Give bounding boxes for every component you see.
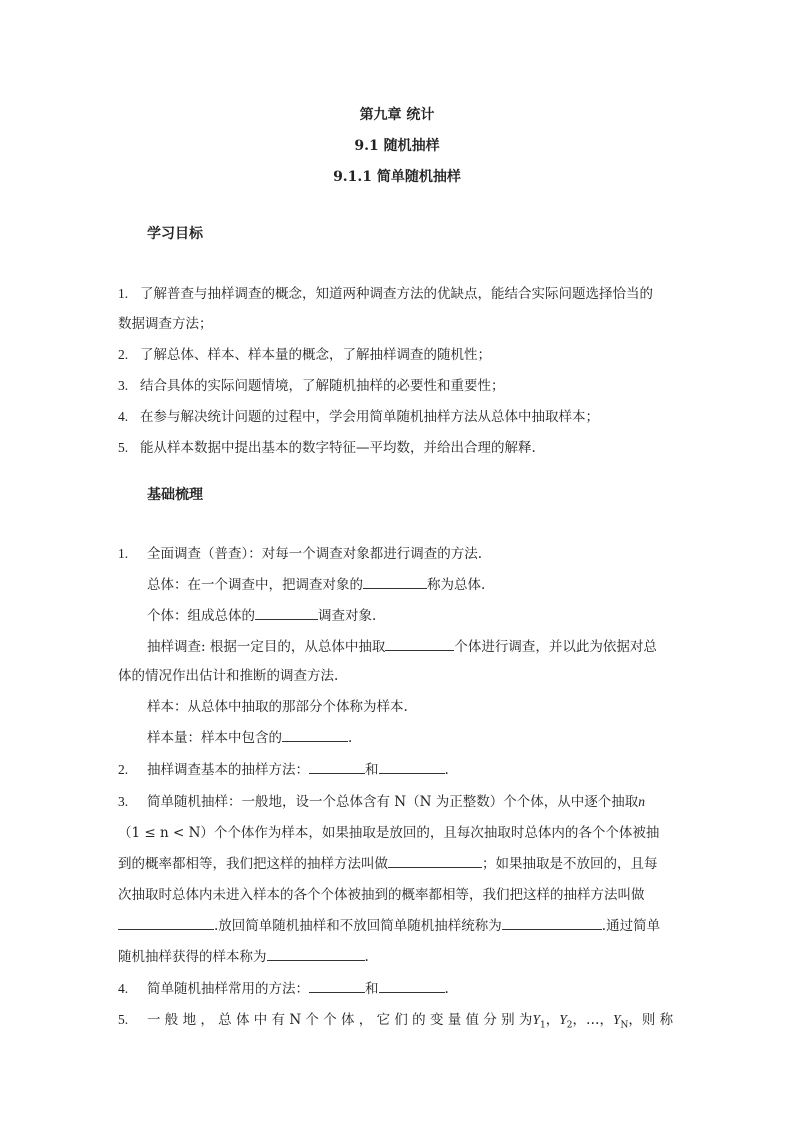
srs-text-6: 随机抽样获得的样本称为 [118, 949, 267, 965]
population-text-b: 称为总体. [427, 577, 486, 593]
population-line [147, 573, 485, 593]
sampling-line-cont: 体的情况作出估计和推断的调查方法. [118, 668, 339, 684]
basic-num: 2. [118, 762, 129, 777]
individual-line [147, 604, 376, 624]
blank-field [282, 729, 348, 742]
blank-field [118, 917, 214, 930]
individual-text-a: 个体：组成总体的 [147, 608, 255, 624]
goal-text: 能从样本数据中提出基本的数字特征—平均数，并给出合理的解释. [140, 440, 536, 456]
blank-field [502, 917, 602, 930]
sampling-line [147, 635, 657, 655]
sample-size-line [147, 726, 352, 746]
goal-text: 了解普查与抽样调查的概念，知道两种调查方法的优缺点，能结合实际问题选择恰当的 [140, 286, 653, 302]
srs-text-1: 简单随机抽样：一般地，设一个总体含有 N（N 为正整数）个个体，从中逐个抽取 [147, 794, 639, 810]
common-methods-text: 简单随机抽样常用的方法： [147, 981, 309, 997]
blank-field [388, 855, 482, 868]
basic-item-2 [118, 758, 449, 778]
methods-text: 抽样调查基本的抽样方法： [147, 762, 309, 778]
goal-item-5 [118, 436, 536, 456]
sampling-text-b: 个体进行调查，并以此为依据对总 [454, 639, 657, 655]
srs-line-4: 次抽取时总体内未进入样本的各个个体被抽到的概率都相等，我们把这样的抽样方法叫做 [118, 887, 645, 903]
sub-n: N [620, 1020, 629, 1031]
goal-num: 2. [118, 347, 129, 362]
basic-num: 1. [118, 546, 129, 561]
sub-2: 2 [566, 1020, 573, 1031]
var-y: Y [559, 1012, 567, 1027]
mean-tail: ，则 称 [628, 1012, 674, 1028]
goal-item-3 [118, 374, 505, 394]
individual-text-b: 调查对象. [318, 608, 377, 624]
and-text: 和 [365, 981, 379, 997]
basics-heading: 基础梳理 [147, 487, 203, 503]
basic-num: 4. [118, 981, 129, 996]
goal-item-1-cont: 数据调查方法； [118, 316, 213, 332]
goal-num: 3. [118, 378, 129, 393]
srs-text-3b: ；如果抽取是不放回的，且每 [482, 856, 658, 872]
goal-num: 4. [118, 409, 129, 424]
goal-item-4 [118, 405, 599, 425]
blank-field [363, 576, 427, 589]
srs-line-5 [118, 914, 660, 934]
srs-line-2: （1 ≤ n < N）个个体作为样本，如果抽取是放回的，且每次抽取时总体内的各个个体被抽 [118, 825, 660, 841]
ellipsis: … [585, 1012, 600, 1028]
chapter-title: 第九章 统计 [359, 107, 435, 123]
srs-text-5b: .通过简单 [601, 918, 661, 934]
basic-num: 3. [118, 794, 129, 809]
sample-line: 样本：从总体中抽取的那部分个体称为样本. [147, 699, 408, 715]
var-n: n [638, 794, 645, 809]
var-y: Y [612, 1012, 621, 1027]
goal-item-2 [118, 343, 491, 363]
and-text: 和 [365, 762, 379, 778]
srs-line-6 [118, 945, 369, 965]
sub-1: 1 [539, 1020, 546, 1031]
sampling-text-a: 抽样调查: 根据一定目的，从总体中抽取 [147, 639, 386, 655]
srs-text-5a: .放回简单随机抽样和不放回简单随机抽样统称为 [214, 918, 502, 934]
basic-item-4 [118, 977, 449, 997]
basic-item-5: 5. 一 般 地 ， 总 体 中 有 N 个 个 体 ， 它 们 的 变 量 值 分 别 为$Y_1$，$Y_2$，…，$Y_N$，则 称 [118, 1012, 674, 1031]
blank-field [255, 607, 318, 620]
subsection-title: 9.1.1 简单随机抽样 [333, 169, 461, 185]
blank-field [379, 980, 445, 993]
period: . [348, 730, 353, 746]
var-y: Y [532, 1012, 540, 1027]
goal-item-1 [118, 282, 653, 302]
census-text: 全面调查（普查）：对每一个调查对象都进行调查的方法. [147, 546, 483, 562]
period: . [364, 949, 369, 965]
blank-field [385, 638, 454, 651]
blank-field [309, 761, 365, 774]
basic-num: 5. [118, 1012, 129, 1027]
sample-size-text: 样本量：样本中包含的 [147, 730, 282, 746]
goals-heading: 学习目标 [147, 226, 203, 242]
blank-field [309, 980, 365, 993]
blank-field [379, 761, 445, 774]
goal-text: 了解总体、样本、样本量的概念，了解抽样调查的随机性； [140, 347, 491, 363]
goal-num: 1. [118, 286, 129, 301]
population-text-a: 总体：在一个调查中，把调查对象的 [147, 577, 363, 593]
srs-line-3 [118, 852, 658, 872]
basic-item-3 [118, 790, 645, 810]
srs-text-3a: 到的概率都相等，我们把这样的抽样方法叫做 [118, 856, 388, 872]
blank-field [267, 948, 365, 961]
goal-text: 在参与解决统计问题的过程中，学会用简单随机抽样方法从总体中抽取样本； [140, 409, 599, 425]
mean-text: 一 般 地 ， 总 体 中 有 N 个 个 体 ， 它 们 的 变 量 值 分 别 为 [147, 1012, 533, 1028]
section-title: 9.1 随机抽样 [354, 138, 440, 154]
goal-num: 5. [118, 440, 129, 455]
goal-text: 结合具体的实际问题情境，了解随机抽样的必要性和重要性； [140, 378, 505, 394]
basic-item-1 [118, 542, 482, 562]
period: . [444, 762, 449, 778]
period: . [444, 981, 449, 997]
